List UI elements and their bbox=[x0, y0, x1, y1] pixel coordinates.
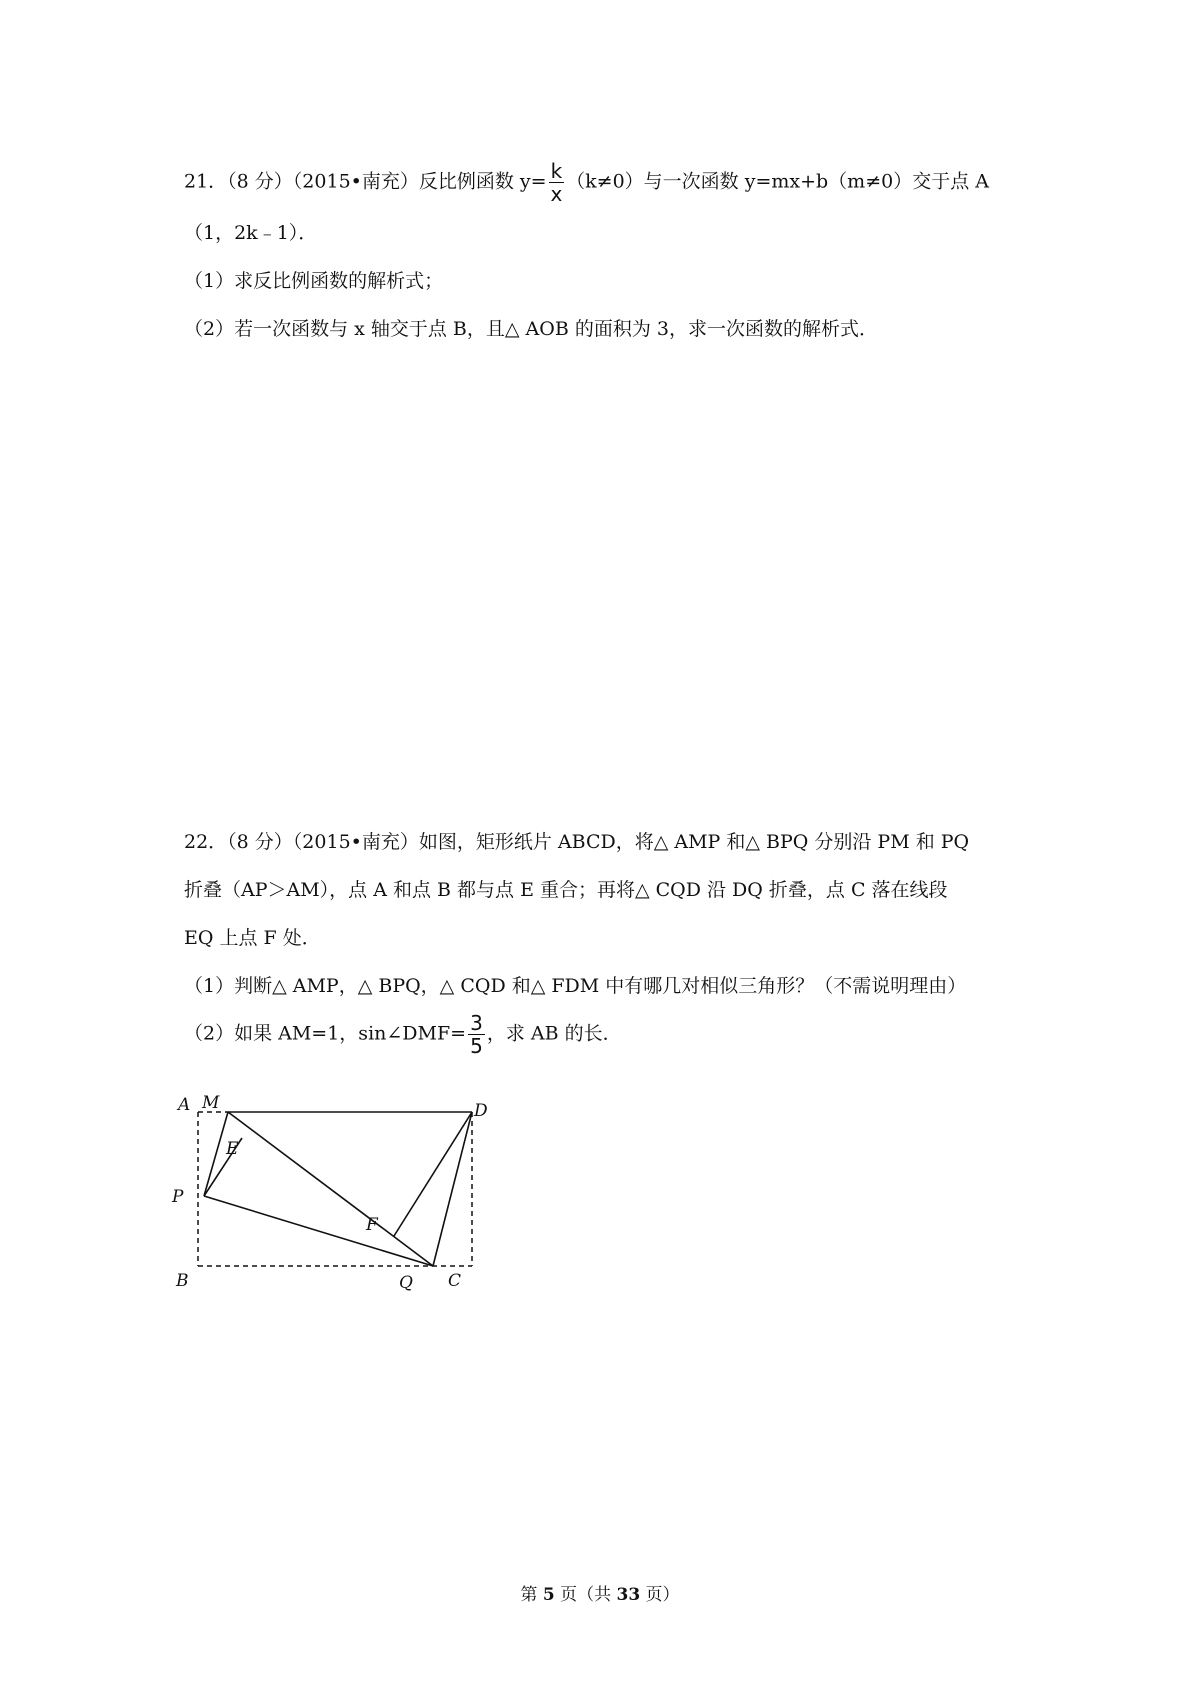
q22-frac-denominator: 5 bbox=[470, 1034, 483, 1058]
q22-line1: 22．（8 分）（2015•南充）如图，矩形纸片 ABCD，将△ AMP 和△ BPQ 分别沿 PM 和 PQ bbox=[184, 831, 970, 853]
segment-MP bbox=[204, 1112, 228, 1196]
segment-PQ bbox=[204, 1196, 433, 1266]
label-P: P bbox=[172, 1187, 184, 1207]
page-footer bbox=[0, 1580, 1200, 1605]
q22-line2: 折叠（AP＞AM），点 A 和点 B 都与点 E 重合；再将△ CQD 沿 DQ 折叠，点 C 落在线段 bbox=[184, 879, 948, 901]
q22-part2-suffix: ，求 AB 的长． bbox=[486, 1022, 622, 1045]
q22-fraction-3-over-5 bbox=[468, 1012, 485, 1057]
footer-suffix: 页） bbox=[640, 1585, 680, 1605]
segment-MQ bbox=[228, 1112, 433, 1266]
footer-page-number: 5 bbox=[542, 1585, 555, 1605]
label-B: B bbox=[176, 1271, 189, 1291]
q21-line2: （1，2k﹣1）． bbox=[184, 222, 318, 244]
label-F: F bbox=[366, 1215, 378, 1235]
footer-total-pages: 33 bbox=[616, 1585, 641, 1605]
folding-rectangle-figure bbox=[172, 1088, 516, 1298]
q22-part1: （1）判断△ AMP，△ BPQ，△ CQD 和△ FDM 中有哪几对相似三角形？（不需说明理由） bbox=[184, 975, 967, 997]
label-C: C bbox=[448, 1271, 462, 1291]
q21-part1: （1）求反比例函数的解析式； bbox=[184, 270, 444, 292]
q21-line1-suffix: （k≠0）与一次函数 y=mx+b（m≠0）交于点 A bbox=[566, 170, 989, 193]
segment-DQ bbox=[433, 1112, 472, 1266]
q21-line1-prefix: 21．（8 分）（2015•南充）反比例函数 y= bbox=[184, 170, 547, 193]
label-A: A bbox=[178, 1095, 191, 1115]
q22-frac-numerator: 3 bbox=[470, 1011, 483, 1035]
q21-frac-numerator: k bbox=[550, 159, 563, 183]
q21-fraction-k-over-x bbox=[549, 160, 565, 205]
q21-part2: （2）若一次函数与 x 轴交于点 B，且△ AOB 的面积为 3，求一次函数的解析式． bbox=[184, 318, 878, 340]
q21-line1 bbox=[184, 160, 989, 205]
footer-prefix: 第 bbox=[520, 1585, 543, 1605]
label-M: M bbox=[202, 1093, 220, 1113]
footer-middle: 页（共 bbox=[554, 1585, 617, 1605]
label-D: D bbox=[474, 1101, 488, 1121]
q22-part2-prefix: （2）如果 AM=1，sin∠DMF= bbox=[184, 1022, 467, 1045]
q21-frac-denominator: x bbox=[550, 182, 563, 206]
segment-DF bbox=[394, 1112, 472, 1236]
label-E: E bbox=[226, 1139, 239, 1159]
q22-line3: EQ 上点 F 处． bbox=[184, 927, 321, 949]
q22-part2 bbox=[184, 1012, 622, 1057]
label-Q: Q bbox=[399, 1273, 413, 1293]
